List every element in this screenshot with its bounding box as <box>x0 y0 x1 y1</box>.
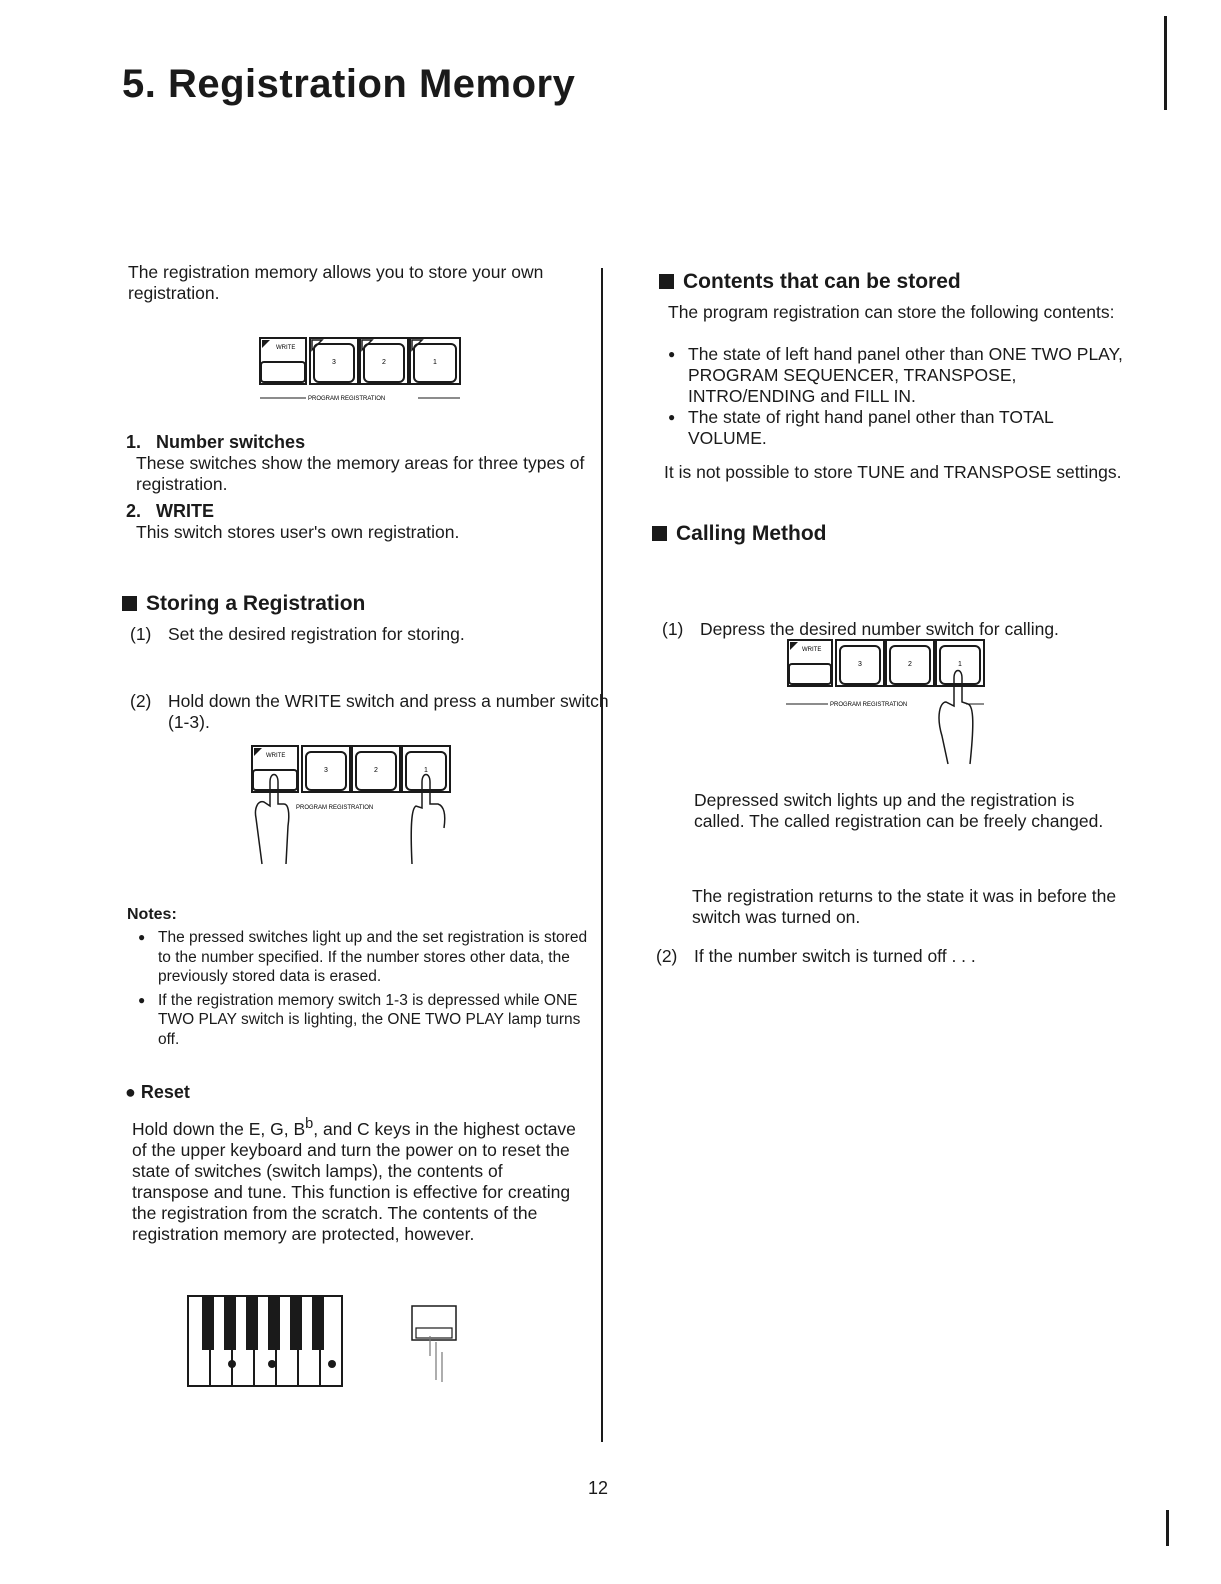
parts-list <box>126 432 600 543</box>
calling-step-1-result: Depressed switch lights up and the registration is called. The called registration can be freely changed. <box>694 790 1104 831</box>
write-button <box>261 362 305 382</box>
svg-text:3: 3 <box>332 359 336 366</box>
square-bullet-icon <box>122 596 137 611</box>
contents-intro: The program registration can store the following contents: <box>668 302 1115 322</box>
part-1-heading: 1. Number switches <box>126 432 306 452</box>
key-dot <box>328 1360 336 1368</box>
panel-caption: PROGRAM REGISTRATION <box>830 702 908 708</box>
svg-text:3: 3 <box>324 767 328 774</box>
power-switch-illustration <box>408 1302 462 1386</box>
page-number: 12 <box>588 1478 609 1498</box>
part-1-desc: These switches show the memory areas for three types of registration. <box>136 453 585 494</box>
svg-text:1: 1 <box>958 661 962 668</box>
note-item: ● If the registration memory switch 1-3 is depressed while ONE TWO PLAY switch is lighting, the ONE TWO PLAY lamp turns off. <box>136 991 588 1050</box>
panel-diagram <box>258 334 464 404</box>
notes-label: Notes: <box>127 906 177 923</box>
part-2-heading: 2. WRITE <box>126 501 215 521</box>
contents-item: ● The state of right hand panel other than TOTAL VOLUME. <box>666 407 1128 449</box>
panel-caption: PROGRAM REGISTRATION <box>308 396 386 402</box>
key-dot <box>268 1360 276 1368</box>
svg-text:1: 1 <box>424 767 428 774</box>
column-divider <box>601 268 603 1442</box>
note-item: ● The pressed switches light up and the set registration is stored to the number specified. If the number stores other data, the previously stored data is erased. <box>136 928 588 987</box>
finger-icon <box>430 1336 442 1382</box>
notes-list <box>136 928 588 1049</box>
svg-text:3: 3 <box>858 661 862 668</box>
storing-panel-diagram <box>244 742 456 870</box>
part-2-desc: This switch stores user's own registration. <box>136 522 460 542</box>
write-label: WRITE <box>276 345 296 351</box>
calling-step-2: (2) If the number switch is turned off . . . <box>656 946 976 966</box>
number-switch-3 <box>310 338 358 384</box>
number-switch-2 <box>360 338 408 384</box>
calling-heading: Calling Method <box>652 522 827 546</box>
svg-text:2: 2 <box>382 359 386 366</box>
scan-edge-mark <box>1164 16 1167 110</box>
calling-step-2-result: The registration returns to the state it was in before the switch was turned on. <box>692 886 1117 927</box>
key-dot <box>228 1360 236 1368</box>
left-hand-icon <box>255 775 288 865</box>
keyboard-illustration <box>186 1294 346 1390</box>
right-hand-icon <box>411 775 445 865</box>
contents-heading: Contents that can be stored <box>659 270 961 294</box>
svg-text:1: 1 <box>433 359 437 366</box>
reset-paragraph: Hold down the E, G, $B^b$, and C keys in the highest octave of the upper keyboard and turn the power on to reset the state of switches (switch lamps), the contents of transpose and tune. This function is effective for creating the registration from the scratch. The contents of the registration memory are protected, however. <box>132 1116 576 1244</box>
contents-item: ● The state of left hand panel other than ONE TWO PLAY, PROGRAM SEQUENCER, TRANSPOSE, INTRO/ENDING and FILL IN. <box>666 344 1128 407</box>
storing-step-2: (2) Hold down the WRITE switch and press a number switch (1-3). <box>130 691 609 732</box>
calling-step-1: (1) Depress the desired number switch for calling. <box>662 619 1059 639</box>
intro-paragraph: The registration memory allows you to store your own registration. <box>128 262 544 303</box>
lamp-indicator-icon <box>790 642 798 650</box>
number-switch-1 <box>410 338 460 384</box>
write-label: WRITE <box>266 753 286 759</box>
square-bullet-icon <box>652 526 667 541</box>
svg-text:2: 2 <box>908 661 912 668</box>
contents-note: It is not possible to store TUNE and TRANSPOSE settings. <box>664 462 1122 482</box>
panel-caption: PROGRAM REGISTRATION <box>296 805 374 811</box>
page-title: 5. Registration Memory <box>122 62 576 106</box>
square-bullet-icon <box>659 274 674 289</box>
reset-heading: ● Reset <box>125 1082 190 1102</box>
contents-list <box>666 344 1128 449</box>
storing-step-1: (1) Set the desired registration for storing. <box>130 624 465 644</box>
black-keys <box>202 1296 324 1350</box>
write-label: WRITE <box>802 647 822 653</box>
storing-heading: Storing a Registration <box>122 592 365 616</box>
svg-text:2: 2 <box>374 767 378 774</box>
lamp-indicator-icon <box>254 748 262 756</box>
scan-edge-mark <box>1166 1510 1169 1546</box>
calling-panel-diagram <box>786 636 990 768</box>
lamp-indicator-icon <box>262 340 270 348</box>
